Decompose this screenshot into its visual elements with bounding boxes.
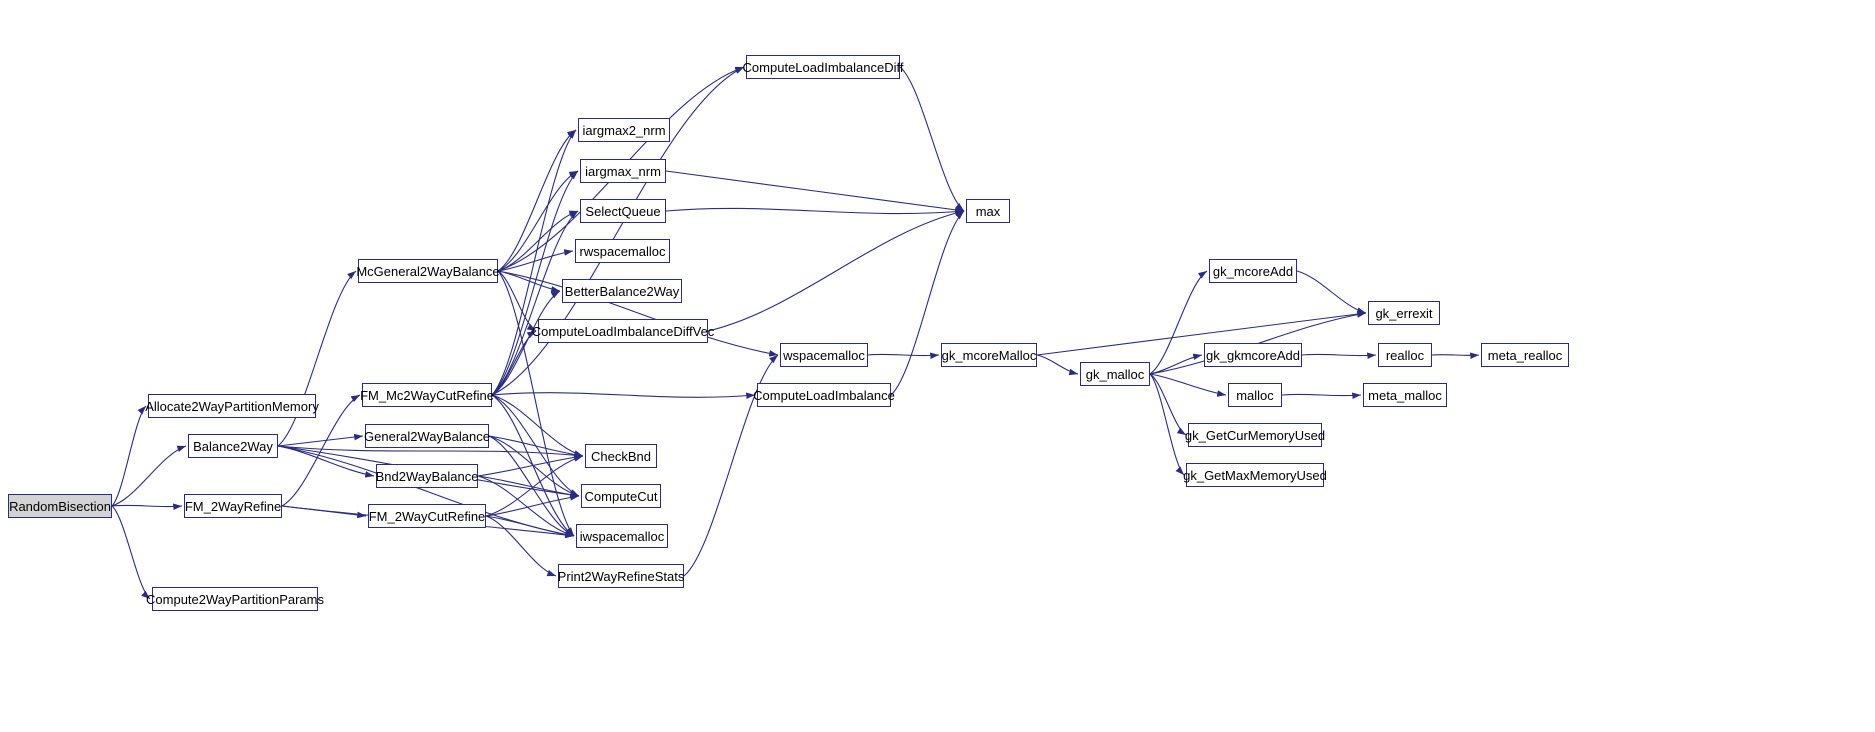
graph-node-max[interactable]: max (966, 199, 1010, 223)
graph-edge (1150, 271, 1207, 374)
graph-node-general2waybalance[interactable]: General2WayBalance (365, 424, 489, 448)
graph-edge (498, 251, 573, 271)
graph-edge (1302, 354, 1376, 355)
graph-node-gk-errexit[interactable]: gk_errexit (1368, 301, 1440, 325)
graph-node-print2wayrefinestats[interactable]: Print2WayRefineStats (558, 564, 684, 588)
graph-edge (478, 476, 579, 496)
graph-node-betterbalance2way[interactable]: BetterBalance2Way (562, 279, 682, 303)
graph-edge (492, 393, 755, 398)
graph-node-checkbnd[interactable]: CheckBnd (585, 444, 657, 468)
graph-node-fm-2waycutrefine[interactable]: FM_2WayCutRefine (368, 504, 486, 528)
graph-node-balance2way[interactable]: Balance2Way (188, 434, 278, 458)
graph-node-gk-malloc[interactable]: gk_malloc (1080, 362, 1150, 386)
graph-node-iargmax2-nrm[interactable]: iargmax2_nrm (578, 118, 670, 142)
graph-edge (666, 208, 964, 213)
graph-edge (498, 211, 578, 271)
graph-edge (891, 211, 964, 395)
graph-edge (1150, 374, 1184, 475)
graph-edge (1297, 271, 1366, 313)
graph-edge (1432, 355, 1479, 356)
graph-edge (1150, 374, 1186, 435)
graph-edge (900, 67, 964, 211)
graph-edge (489, 436, 583, 456)
graph-edge (1037, 313, 1366, 355)
graph-edge (486, 496, 579, 516)
graph-node-meta-malloc[interactable]: meta_malloc (1363, 383, 1447, 407)
graph-edge (708, 211, 964, 331)
graph-node-computeloadimbalancediffvec[interactable]: ComputeLoadImbalanceDiffVec (538, 319, 708, 343)
graph-edge (492, 211, 578, 395)
graph-edge (489, 436, 574, 536)
graph-node-gk-getcurmemoryused[interactable]: gk_GetCurMemoryUsed (1188, 423, 1322, 447)
graph-node-meta-realloc[interactable]: meta_realloc (1481, 343, 1569, 367)
graph-node-realloc[interactable]: realloc (1378, 343, 1432, 367)
graph-edge (492, 291, 560, 395)
graph-edge (478, 476, 574, 536)
graph-node-mcgeneral2waybalance[interactable]: McGeneral2WayBalance (358, 259, 498, 283)
graph-edge (282, 506, 366, 516)
graph-node-gk-mcoreadd[interactable]: gk_mcoreAdd (1209, 259, 1297, 283)
graph-edge (478, 456, 583, 476)
graph-edge (868, 354, 939, 355)
graph-node-malloc[interactable]: malloc (1228, 383, 1282, 407)
graph-node-gk-mcoremalloc[interactable]: gk_mcoreMalloc (941, 343, 1037, 367)
graph-edge (1037, 355, 1078, 374)
graph-edge (1150, 374, 1226, 395)
graph-edge (492, 130, 576, 395)
graph-node-fm-mc2waycutrefine[interactable]: FM_Mc2WayCutRefine (362, 383, 492, 407)
graph-node-bnd2waybalance[interactable]: Bnd2WayBalance (376, 464, 478, 488)
graph-edge (112, 505, 182, 506)
graph-edge (489, 436, 579, 496)
graph-node-computecut[interactable]: ComputeCut (581, 484, 661, 508)
graph-edge (278, 436, 363, 446)
graph-edge (278, 446, 374, 476)
graph-node-gk-gkmcoreadd[interactable]: gk_gkmcoreAdd (1204, 343, 1302, 367)
graph-edge (486, 456, 583, 516)
graph-edge (498, 171, 578, 271)
graph-node-computeloadimbalancediff[interactable]: ComputeLoadImbalanceDiff (746, 55, 900, 79)
graph-edge (1282, 394, 1361, 395)
graph-node-fm-2wayrefine[interactable]: FM_2WayRefine (184, 494, 282, 518)
graph-edge (486, 516, 574, 536)
graph-node-selectqueue[interactable]: SelectQueue (580, 199, 666, 223)
graph-node-wspacemalloc[interactable]: wspacemalloc (780, 343, 868, 367)
graph-edge (112, 406, 146, 506)
graph-edge (492, 395, 579, 496)
graph-node-iwspacemalloc[interactable]: iwspacemalloc (576, 524, 668, 548)
graph-node-iargmax-nrm[interactable]: iargmax_nrm (580, 159, 666, 183)
graph-edge (492, 395, 574, 536)
graph-edge (1150, 355, 1202, 374)
graph-edge (666, 171, 964, 211)
graph-edge (112, 446, 186, 506)
graph-node-computeloadimbalance[interactable]: ComputeLoadImbalance (757, 383, 891, 407)
graph-edge (278, 271, 356, 446)
graph-edge (112, 506, 150, 599)
graph-edge (498, 271, 536, 331)
graph-edge (492, 67, 744, 395)
graph-edge (492, 331, 536, 395)
graph-node-rwspacemalloc[interactable]: rwspacemalloc (575, 239, 670, 263)
graph-node-randombisection[interactable]: RandomBisection (8, 494, 112, 518)
graph-edge (498, 271, 574, 536)
graph-edge (498, 130, 576, 271)
graph-edge (492, 395, 583, 456)
graph-node-allocate2waypartitionmemory[interactable]: Allocate2WayPartitionMemory (148, 394, 316, 418)
graph-edge (486, 516, 556, 576)
graph-node-gk-getmaxmemoryused[interactable]: gk_GetMaxMemoryUsed (1186, 463, 1324, 487)
graph-node-compute2waypartitionparams[interactable]: Compute2WayPartitionParams (152, 587, 318, 611)
graph-edge (498, 271, 560, 291)
